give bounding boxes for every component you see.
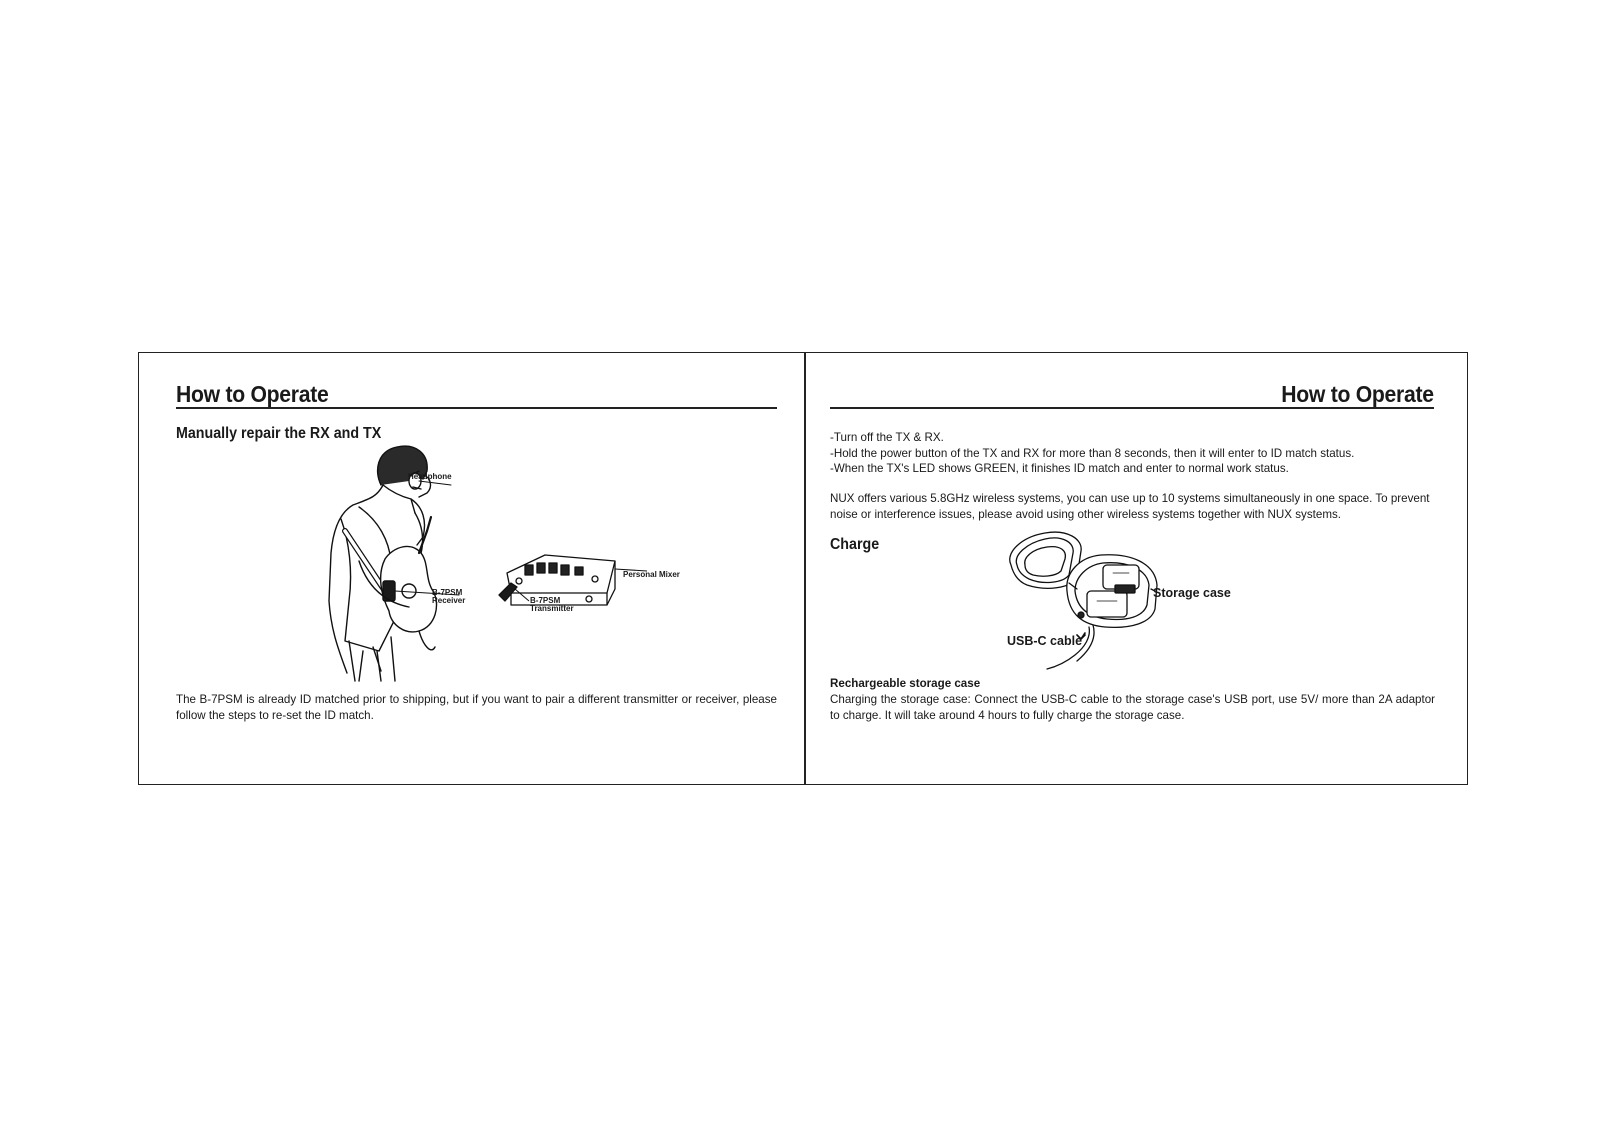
receiver-label: Receiver [432, 596, 466, 605]
title-underline [176, 407, 777, 409]
section-heading: Manually repair the RX and TX [176, 425, 382, 442]
case-heading: Rechargeable storage case [830, 677, 981, 690]
left-page [139, 353, 804, 784]
mixer-label: Personal Mixer [623, 570, 680, 579]
usb-cable-label: USB-C cable [1007, 634, 1083, 648]
charge-heading: Charge [830, 536, 880, 553]
step-item: -Turn off the TX & RX. [830, 431, 944, 444]
headphone-label: Headphone [408, 472, 452, 481]
page-title: How to Operate [176, 381, 329, 407]
storage-case-label: Storage case [1153, 586, 1231, 600]
interference-note: NUX offers various 5.8GHz wireless systems, you can use up to 10 systems simultaneously in one space. To prevent noise or interference issues, please avoid using other wireless systems together with NUX systems. [830, 492, 1430, 521]
receiver-model-label: B-7PSM [432, 588, 463, 597]
transmitter-model-label: B-7PSM [530, 596, 561, 605]
step-item: -Hold the power button of the TX and RX for more than 8 seconds, then it will enter to ID match status. [830, 446, 1355, 460]
page-title: How to Operate [1281, 381, 1434, 407]
right-page [805, 353, 1470, 784]
title-underline [830, 407, 1434, 409]
manual-spread [138, 352, 1468, 785]
step-item: -When the TX's LED shows GREEN, it finishes ID match and enter to normal work status. [830, 462, 1289, 475]
transmitter-label: Transmitter [530, 604, 574, 613]
storage-case-illustration [1005, 529, 1175, 669]
pairing-description: The B-7PSM is already ID matched prior to shipping, but if you want to pair a different transmitter or receiver, please follow the steps to re-set the ID match. [176, 693, 777, 722]
pairing-steps [830, 430, 1440, 477]
case-charging-text: Charging the storage case: Connect the USB-C cable to the storage case's USB port, use 5V/ more than 2A adaptor to charge. It will take around 4 hours to fully charge the storage case. [830, 693, 1435, 722]
